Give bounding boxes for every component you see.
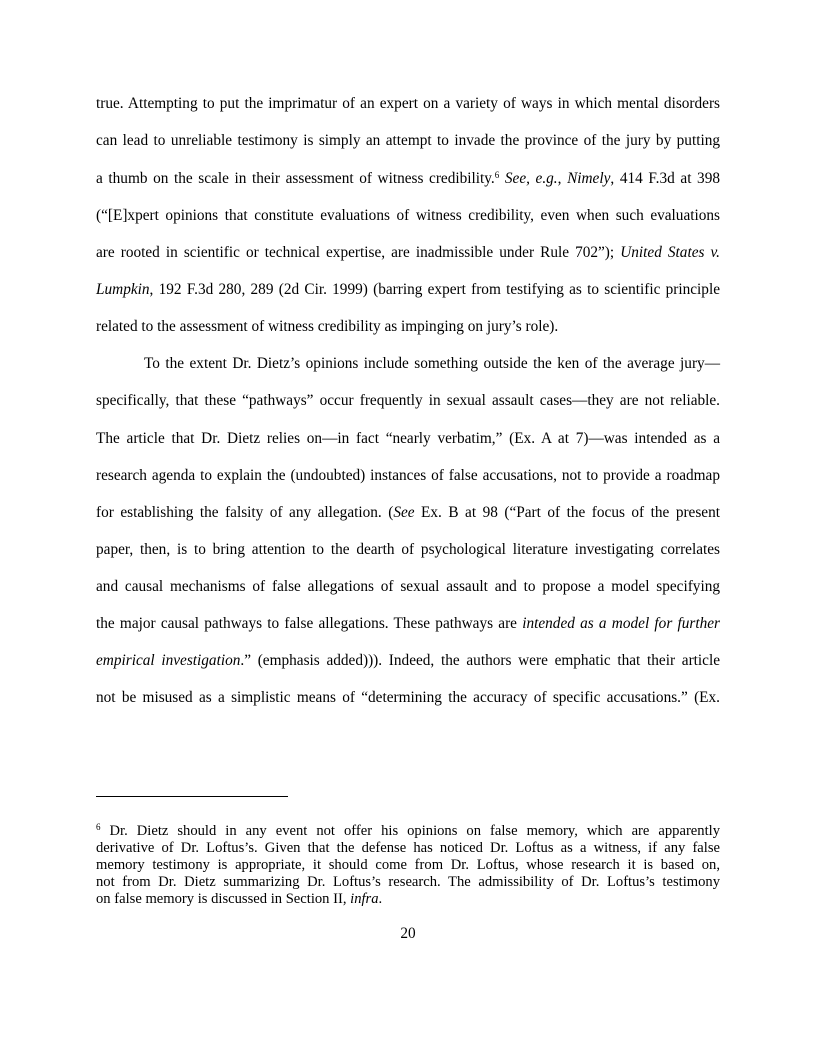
body-line (96, 95, 720, 113)
text-run: on false memory is discussed in Section II, (96, 891, 351, 907)
text-run: Dr. Dietz should in any event not offer his opinions on false memory, which are apparently (100, 823, 720, 839)
text-run: To the extent Dr. Dietz’s opinions include something outside the ken of the average jury— (144, 355, 720, 372)
body-line (144, 355, 720, 373)
body-line (96, 689, 720, 707)
italic-text: Nimely (567, 170, 611, 187)
italic-text: empirical investigation (96, 652, 241, 669)
text-run: are rooted in scientific or technical expertise, are inadmissible under Rule 702”); (96, 244, 621, 261)
italic-text: United States v. (620, 244, 720, 261)
body-line (96, 244, 720, 262)
text-run: can lead to unreliable testimony is simply an attempt to invade the province of the jury by putting (96, 132, 720, 149)
body-line (96, 467, 720, 485)
text-run: derivative of Dr. Loftus’s. Given that the defense has noticed Dr. Loftus as a witness, if any false (96, 840, 720, 856)
italic-text: See (393, 504, 415, 521)
body-line (96, 392, 720, 410)
text-run: a thumb on the scale in their assessment of witness credibility. (96, 170, 495, 187)
body-line (96, 504, 720, 522)
text-run: true. Attempting to put the imprimatur of an expert on a variety of ways in which mental disorders (96, 95, 720, 112)
text-run: related to the assessment of witness credibility as impinging on jury’s role). (96, 318, 559, 335)
italic-text: infra (350, 891, 379, 907)
text-run: , 192 F.3d 280, 289 (2d Cir. 1999) (barring expert from testifying as to scientific principle (149, 281, 720, 298)
body-line (96, 430, 720, 448)
body-line (96, 541, 720, 559)
body-line (96, 578, 720, 596)
body-line (96, 281, 720, 299)
text-run: for establishing the falsity of any allegation. ( (96, 504, 394, 521)
footnote-line (96, 857, 720, 874)
italic-text: intended as a model for further (522, 615, 720, 632)
page-number: 20 (400, 925, 416, 942)
text-run: The article that Dr. Dietz relies on—in fact “nearly verbatim,” (Ex. A at 7)—was intended as a (96, 430, 720, 447)
footnote-line (96, 891, 720, 908)
body-line (96, 652, 720, 670)
text-run: (“[E]xpert opinions that constitute evaluations of witness credibility, even when such evaluations (96, 207, 720, 224)
text-run: and causal mechanisms of false allegations of sexual assault and to propose a model specifying (96, 578, 720, 595)
italic-text: Lumpkin (96, 281, 150, 298)
body-line (96, 615, 720, 633)
text-run: , 414 F.3d at 398 (610, 170, 720, 187)
text-run: memory testimony is appropriate, it should come from Dr. Loftus, whose research it is based on, (96, 857, 720, 873)
footnote-line (96, 874, 720, 891)
text-run: , (557, 170, 568, 187)
text-run: .” (emphasis added))). Indeed, the authors were emphatic that their article (240, 652, 720, 669)
body-line (96, 132, 720, 150)
text-run: not be misused as a simplistic means of “determining the accuracy of specific accusations.” (Ex. (96, 689, 720, 706)
text-run: . (378, 891, 383, 907)
text-run: the major causal pathways to false allegations. These pathways are (96, 615, 523, 632)
text-run: specifically, that these “pathways” occur frequently in sexual assault cases—they are not reliable. (96, 392, 720, 409)
text-run: research agenda to explain the (undoubted) instances of false accusations, not to provide a roadmap (96, 467, 720, 484)
body-line (96, 318, 720, 336)
footnote-line (96, 823, 720, 840)
text-run: paper, then, is to bring attention to the dearth of psychological literature investigating correlates (96, 541, 720, 558)
italic-text: See, e.g. (504, 170, 558, 187)
footnote-ref: 6 (96, 822, 101, 832)
footnote-ref: 6 (494, 170, 500, 180)
body-line (96, 207, 720, 225)
text-run: not from Dr. Dietz summarizing Dr. Loftus’s research. The admissibility of Dr. Loftus’s testimony (96, 874, 720, 890)
text-run: Ex. B at 98 (“Part of the focus of the present (414, 504, 720, 521)
footnote-rule (96, 796, 288, 797)
body-line (96, 170, 720, 188)
footnote-line (96, 840, 720, 857)
